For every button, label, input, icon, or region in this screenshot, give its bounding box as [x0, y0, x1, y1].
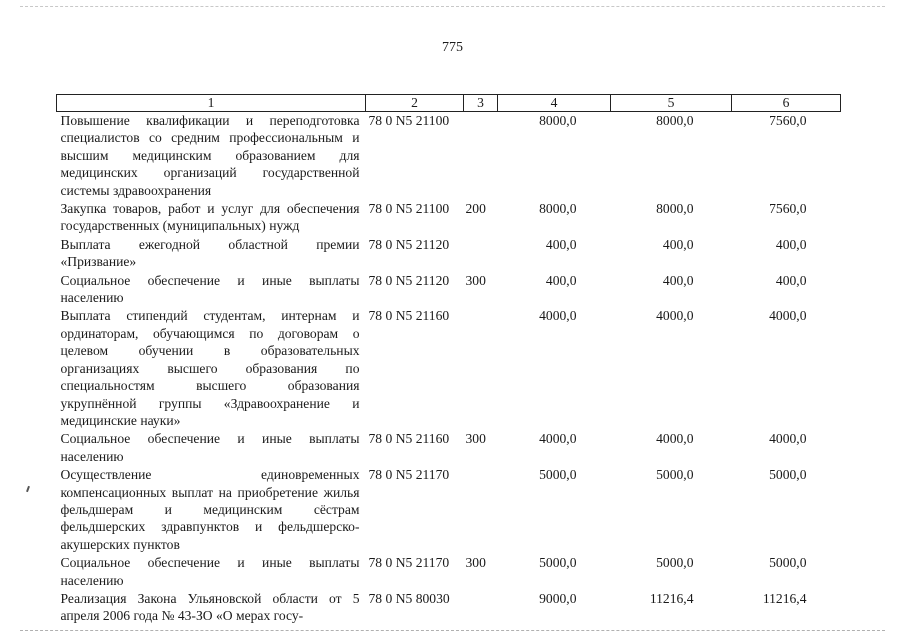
row-value-col6: 7560,0 [769, 201, 807, 217]
row-value-col6: 4000,0 [769, 431, 807, 447]
header-col-2: 2 [366, 95, 464, 112]
page-number: 775 [442, 40, 463, 55]
row-name-cell: Осуществление единовременных компенсационных выплат на приобретение жилья фельдшерам и медицинским сёстрам фельдшерских здравпунктов и фельдшерско-акушерских пунктов [60, 467, 360, 552]
row-name-cell: Социальное обеспечение и иные выплаты населению [60, 555, 360, 588]
table-row [57, 307, 841, 430]
row-name-cell: Выплата ежегодной областной премии «Призвание» [60, 236, 360, 270]
budget-table [56, 94, 841, 626]
row-type-cell [464, 307, 498, 430]
table-row [57, 272, 841, 308]
scan-artifact-mark [26, 486, 30, 492]
row-value-col4: 400,0 [545, 236, 577, 252]
scan-edge-bottom [20, 630, 885, 631]
row-value-col4: 8000,0 [539, 201, 577, 217]
row-type-cell: 300 [465, 555, 486, 571]
row-name-cell: Реализация Закона Ульяновской области от 5 апреля 2006 года № 43-ЗО «О мерах госу- [60, 590, 360, 624]
row-code-cell: 78 0 N5 21170 [368, 555, 450, 571]
row-value-col4: 4000,0 [539, 431, 577, 447]
table-row [57, 466, 841, 554]
row-name-cell: Закупка товаров, работ и услуг для обеспечения государственных (муниципальных) нужд [60, 201, 360, 234]
row-name-cell: Выплата стипендий студентам, интернам и ординаторам, обучающимся по договорам о целевом обучении в образовательных организациях высшего образования по специальностям высшего образования укрупнённой группы «Здравоохранение и медицинские науки» [60, 308, 360, 428]
row-value-col5: 11216,4 [649, 590, 694, 606]
row-value-col6: 400,0 [775, 236, 807, 252]
row-value-col6: 5000,0 [769, 555, 807, 571]
row-name-cell: Социальное обеспечение и иные выплаты населению [60, 272, 360, 306]
row-code-cell: 78 0 N5 21120 [368, 272, 450, 288]
row-type-cell [464, 236, 498, 272]
table-row [57, 112, 841, 201]
row-type-cell: 200 [465, 201, 486, 217]
table-row [57, 430, 841, 466]
row-name-cell: Повышение квалификации и переподготовка специалистов со средним профессиональным и высшим медицинским образованием для медицинских организаций государственной системы здравоохранения [60, 113, 360, 198]
row-value-col6: 4000,0 [769, 308, 807, 324]
row-value-col5: 4000,0 [656, 431, 694, 447]
table-header-row [57, 95, 841, 112]
row-code-cell: 78 0 N5 80030 [368, 590, 450, 606]
row-value-col4: 9000,0 [539, 590, 577, 606]
row-type-cell [464, 112, 498, 201]
row-type-cell [464, 590, 498, 626]
row-code-cell: 78 0 N5 21160 [368, 431, 450, 447]
row-value-col6: 11216,4 [762, 590, 807, 606]
row-type-cell [464, 466, 498, 554]
row-code-cell: 78 0 N5 21100 [368, 201, 450, 217]
header-col-1: 1 [57, 95, 366, 112]
row-code-cell: 78 0 N5 21170 [368, 467, 450, 483]
header-col-4: 4 [498, 95, 611, 112]
row-value-col5: 5000,0 [656, 555, 694, 571]
table-row [57, 236, 841, 272]
row-value-col6: 400,0 [775, 272, 807, 288]
row-value-col6: 5000,0 [769, 467, 807, 483]
row-code-cell: 78 0 N5 21120 [368, 236, 450, 252]
row-value-col4: 400,0 [545, 272, 577, 288]
table-body [57, 112, 841, 626]
row-type-cell: 300 [465, 272, 486, 288]
row-value-col4: 8000,0 [539, 113, 577, 128]
row-value-col5: 5000,0 [656, 467, 694, 483]
row-value-col5: 8000,0 [656, 113, 694, 128]
row-value-col5: 400,0 [662, 236, 694, 252]
row-code-cell: 78 0 N5 21160 [368, 308, 450, 324]
header-col-6: 6 [732, 95, 841, 112]
table-row [57, 590, 841, 626]
scan-edge-top [20, 6, 885, 7]
header-col-3: 3 [464, 95, 498, 112]
row-value-col4: 5000,0 [539, 555, 577, 571]
row-value-col5: 8000,0 [656, 201, 694, 217]
row-value-col5: 4000,0 [656, 308, 694, 324]
header-col-5: 5 [611, 95, 732, 112]
row-name-cell: Социальное обеспечение и иные выплаты населению [60, 431, 360, 464]
table-row [57, 200, 841, 236]
table-row [57, 554, 841, 590]
row-code-cell: 78 0 N5 21100 [368, 113, 450, 128]
row-type-cell: 300 [465, 431, 486, 447]
row-value-col6: 7560,0 [769, 113, 807, 128]
row-value-col4: 4000,0 [539, 308, 577, 324]
row-value-col4: 5000,0 [539, 467, 577, 483]
row-value-col5: 400,0 [662, 272, 694, 288]
